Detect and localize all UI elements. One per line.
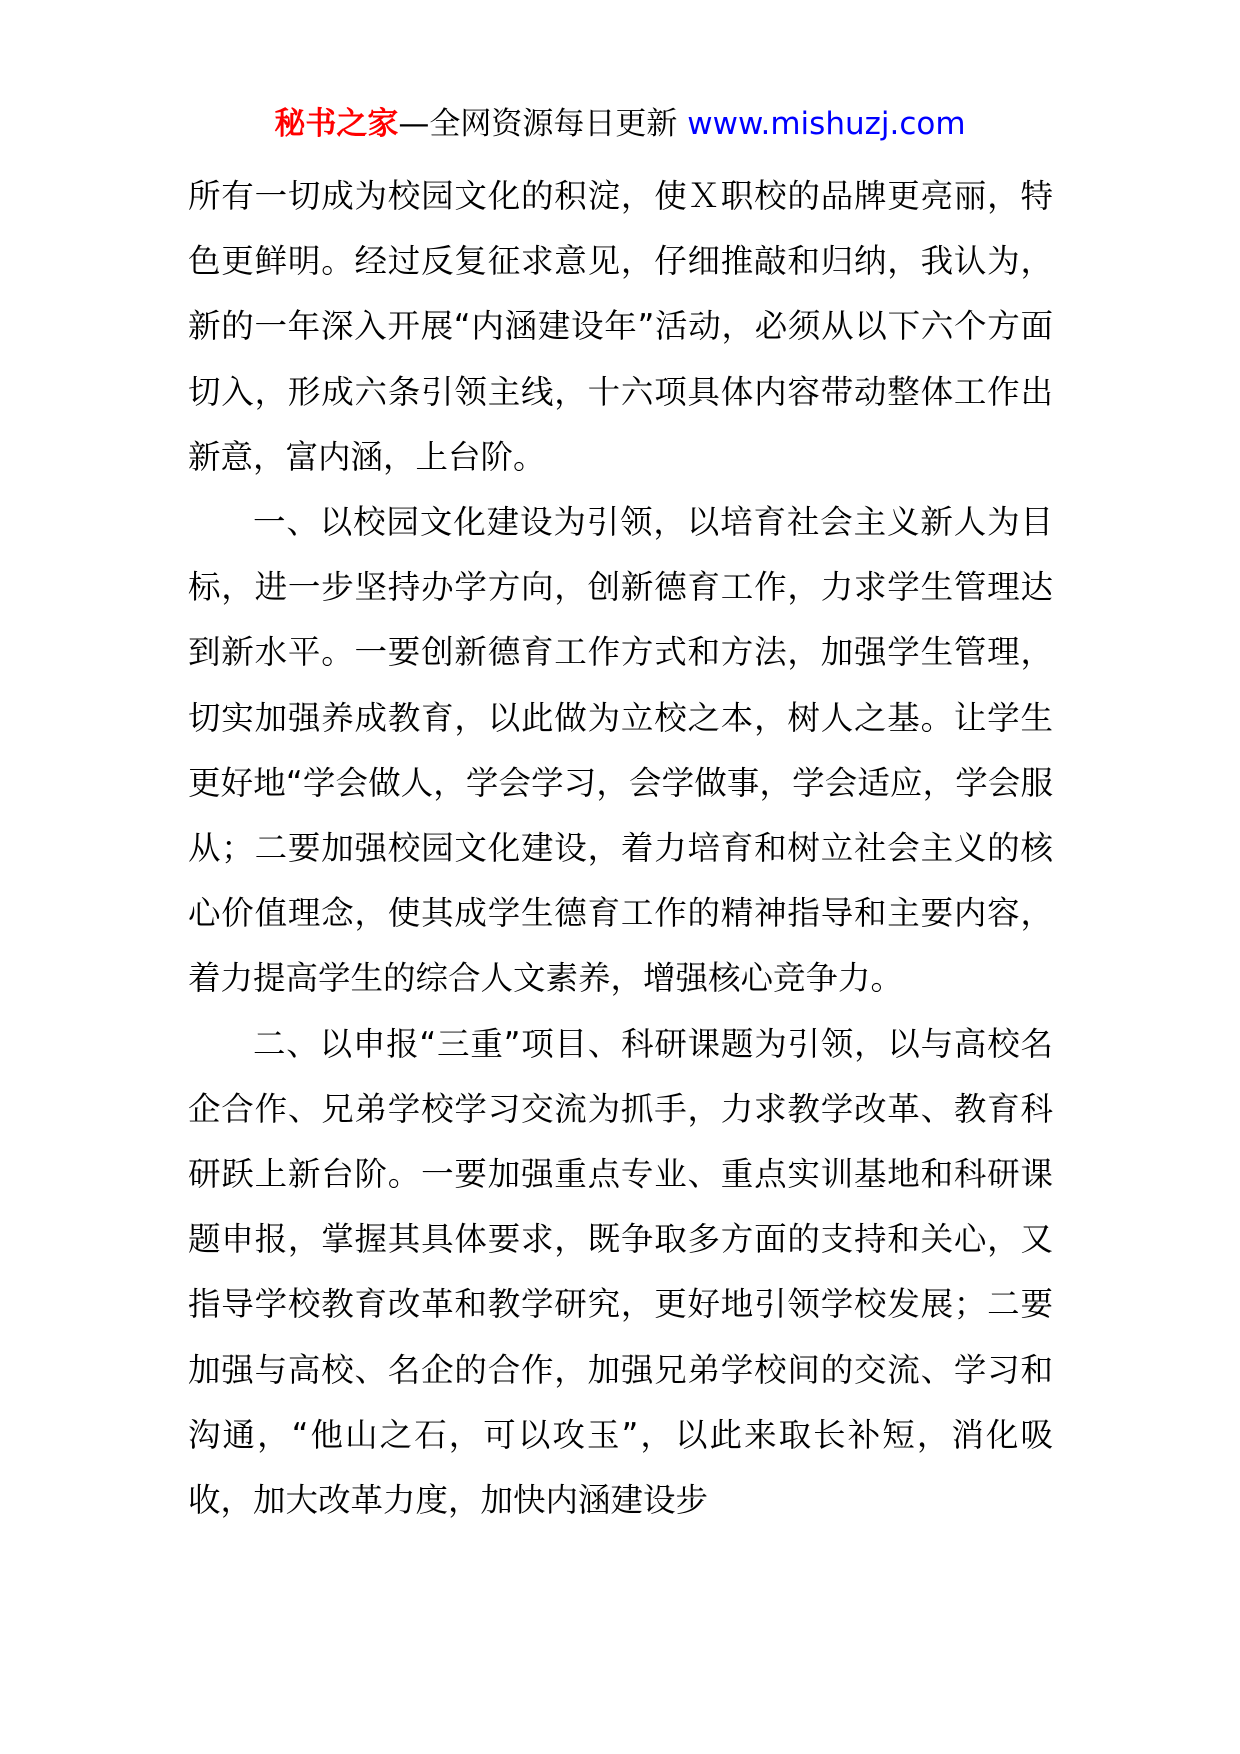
page-header (0, 104, 1240, 144)
paragraph-continuation: 所有一切成为校园文化的积淀，使Ｘ职校的品牌更亮丽，特色更鲜明。经过反复征求意见，仔细推敲和归纳，我认为，新的一年深入开展“内涵建设年”活动，必须从以下六个方面切入，形成六条引领主线，十六项具体内容带动整体工作出新意，富内涵，上台阶。 (188, 177, 1053, 476)
header-url-link[interactable]: www.mishuzj.com (687, 106, 966, 142)
paragraph-section-one: 一、以校园文化建设为引领，以培育社会主义新人为目标，进一步坚持办学方向，创新德育工作，力求学生管理达到新水平。一要创新德育工作方式和方法，加强学生管理，切实加强养成教育，以此做为立校之本，树人之基。让学生更好地“学会做人，学会学习，会学做事，学会适应，学会服从；二要加强校园文化建设，着力培育和树立社会主义的核心价值理念，使其成学生德育工作的精神指导和主要内容，着力提高学生的综合人文素养，增强核心竞争力。 (188, 503, 1053, 998)
paragraph-section-two: 二、以申报“三重”项目、科研课题为引领，以与高校名企合作、兄弟学校学习交流为抓手，力求教学改革、教育科研跃上新台阶。一要加强重点专业、重点实训基地和科研课题申报，掌握其具体要求，既争取多方面的支持和关心，又指导学校教育改革和教学研究，更好地引领学校发展；二要加强与高校、名企的合作，加强兄弟学校间的交流、学习和沟通，“他山之石，可以攻玉”，以此来取长补短，消化吸收，加大改革力度，加快内涵建设步 (188, 1024, 1053, 1520)
header-tagline: —全网资源每日更新 (398, 106, 688, 142)
document-body (188, 164, 1053, 1533)
header-brand: 秘书之家 (274, 106, 399, 142)
